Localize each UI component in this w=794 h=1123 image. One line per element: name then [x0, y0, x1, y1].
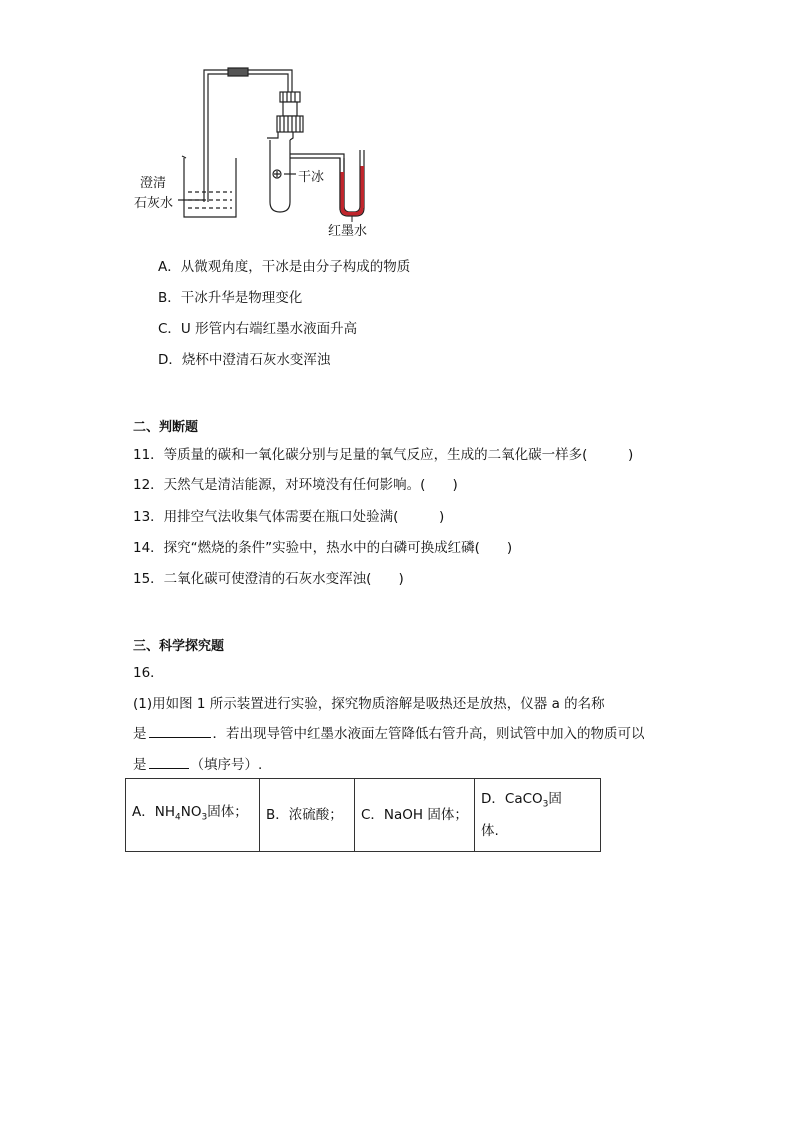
line2-prefix: 是	[133, 726, 147, 742]
question-11: 11．等质量的碳和一氧化碳分别与足量的氧气反应，生成的二氧化碳一样多( )	[133, 447, 634, 463]
line3-suffix: （填序号）.	[190, 757, 263, 773]
red-ink-label: 红墨水	[328, 224, 368, 239]
question-14: 14．探究“燃烧的条件”实验中，热水中的白磷可换成红磷( )	[133, 540, 513, 556]
apparatus-figure	[120, 62, 390, 247]
line2-suffix: ．若出现导管中红墨水液面左管降低右管升高，则试管中加入的物质可以	[212, 726, 645, 742]
question-16-line2	[133, 722, 645, 742]
choice-b: B．浓硫酸；	[260, 779, 355, 852]
section2-heading: 二、判断题	[133, 420, 199, 435]
choice-c: C．NaOH 固体；	[355, 779, 475, 852]
question-12: 12．天然气是清洁能源，对环境没有任何影响。( )	[133, 477, 458, 493]
choice-a: A．$NH_4NO_3$固体；	[126, 779, 260, 852]
option-d: D．烧杯中澄清石灰水变浑浊	[158, 352, 331, 368]
section3-heading: 三、科学探究题	[133, 639, 225, 654]
line3-prefix: 是	[133, 757, 147, 773]
limewater-label-2: 石灰水	[134, 196, 174, 211]
stopper-body	[283, 102, 297, 116]
question-16-line1: (1)用如图 1 所示装置进行实验，探究物质溶解是吸热还是放热，仪器 a 的名称	[133, 696, 605, 712]
question-13: 13．用排空气法收集气体需要在瓶口处验满( )	[133, 509, 445, 525]
stopper-lower	[277, 116, 303, 132]
dry-ice-label: 干冰	[298, 170, 325, 185]
answer-blank-2[interactable]	[149, 754, 189, 769]
question-16-line3	[133, 753, 262, 773]
option-a: A．从微观角度，干冰是由分子构成的物质	[158, 259, 411, 275]
question-15: 15．二氧化碳可使澄清的石灰水变浑浊( )	[133, 571, 404, 587]
choices-table	[125, 778, 601, 852]
answer-blank-1[interactable]	[149, 723, 211, 738]
option-b: B．干冰升华是物理变化	[158, 290, 303, 306]
rubber-joint	[228, 68, 248, 76]
option-c: C．U 形管内右端红墨水液面升高	[158, 321, 358, 337]
choices-row	[126, 779, 601, 852]
choice-d: D．CaCO$_3$固 体.	[475, 779, 601, 852]
question-16-number: 16．	[133, 665, 164, 681]
limewater-label-1: 澄清	[140, 176, 167, 191]
